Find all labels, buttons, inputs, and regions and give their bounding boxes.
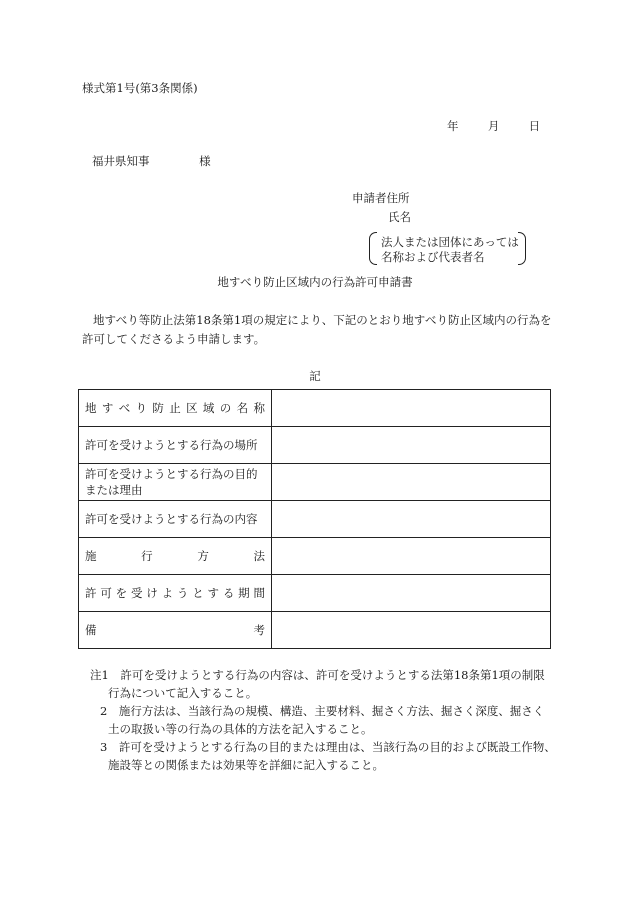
period-field[interactable] [272, 575, 551, 612]
content-field[interactable] [272, 501, 551, 538]
method-field[interactable] [272, 538, 551, 575]
note-item: 2 施行方法は、当該行為の規模、構造、主要材料、掘さく方法、掘さく深度、掘さく 土の取扱い等の行為の具体的方法を記入すること。 [100, 704, 545, 736]
addressee-name: 福井県知事 [92, 154, 150, 168]
date-year: 年 [447, 119, 459, 133]
table-row [79, 501, 551, 538]
remarks-field[interactable] [272, 612, 551, 649]
addressee-honorific: 様 [199, 154, 211, 168]
applicant-name-label: 氏名 [388, 210, 411, 224]
bracket-line-1: 法人または団体にあっては [381, 235, 519, 249]
form-number: 様式第1号(第3条関係) [82, 81, 198, 95]
addressee [92, 153, 211, 169]
spaced-label: 許 可 を 受 け よ う と す る 期 間 [85, 586, 265, 600]
body-paragraph: 地すべり等防止法第18条第1項の規定により、下記のとおり地すべり防止区域内の行為を許可してくださるよう申請します。 [82, 313, 552, 346]
table-row [79, 612, 551, 649]
note-item: 注1 許可を受けようとする行為の内容は、許可を受けようとする法第18条第1項の制限 行為について記入すること。 [90, 668, 545, 700]
notes-section [90, 666, 556, 774]
row-label [79, 575, 272, 612]
table-row [79, 538, 551, 575]
date-line [447, 118, 540, 134]
right-bracket [518, 232, 526, 265]
document-title: 地すべり防止区域内の行為許可申請書 [217, 275, 413, 289]
row-label [79, 612, 272, 649]
note-item: 3 許可を受けようとする行為の目的または理由は、当該行為の目的および既設工作物、 施設等との関係または効果等を詳細に記入すること。 [100, 740, 556, 772]
ki-heading: 記 [309, 369, 321, 383]
table-row [79, 390, 551, 427]
row-label: 許可を受けようとする行為の場所 [79, 427, 272, 464]
table-row [79, 427, 551, 464]
table-row [79, 464, 551, 501]
corporate-note-bracket [369, 232, 526, 265]
row-label: 許可を受けようとする行為の目的 または理由 [79, 464, 272, 501]
row-label [79, 390, 272, 427]
table-row [79, 575, 551, 612]
spaced-label: 備 考 [85, 623, 265, 637]
purpose-field[interactable] [272, 464, 551, 501]
applicant-address-label: 申請者住所 [352, 191, 410, 205]
left-bracket [369, 232, 377, 265]
row-label: 許可を受けようとする行為の内容 [79, 501, 272, 538]
application-table [78, 389, 551, 649]
date-day: 日 [528, 119, 541, 133]
spaced-label: 施 行 方 法 [85, 549, 265, 563]
date-month: 月 [487, 119, 500, 133]
bracket-line-2: 名称および代表者名 [381, 250, 485, 264]
area-name-field[interactable] [272, 390, 551, 427]
row-label [79, 538, 272, 575]
spaced-label: 地 す べ り 防 止 区 域 の 名 称 [85, 401, 265, 415]
location-field[interactable] [272, 427, 551, 464]
